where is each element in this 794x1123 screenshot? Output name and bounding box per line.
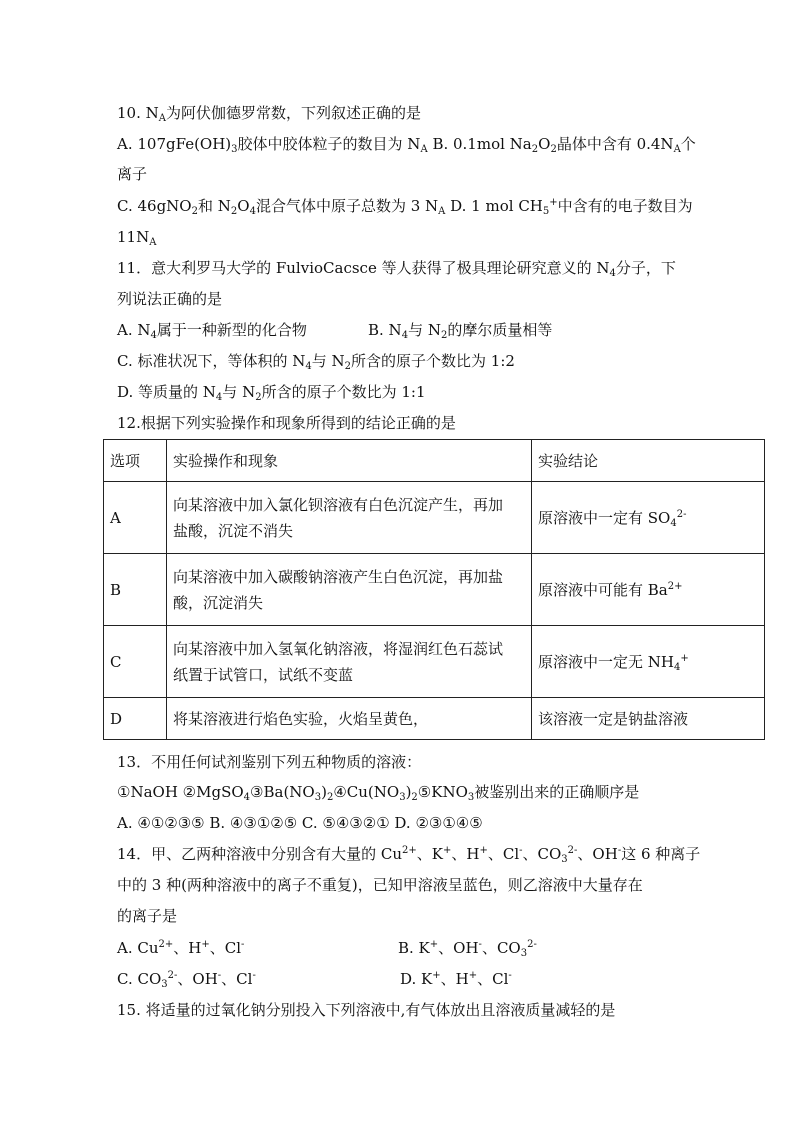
q14-stem-line1: 14．甲、乙两种溶液中分别含有大量的 $Cu^{2+}$、K+、H+、Cl-、$CO_3^{2-}$、OH-这 6 种离子 xyxy=(117,845,701,865)
row-option: C xyxy=(104,626,167,698)
q13-options: A. ④①②③⑤ B. ④③①②⑤ C. ⑤④③②① D. ②③①④⑤ xyxy=(117,814,483,832)
q14-option-d: D. K+、H+、Cl- xyxy=(400,970,512,988)
row-operation: 将某溶液进行焰色实验，火焰呈黄色， xyxy=(167,698,532,740)
q14-option-a: A. $Cu^{2+}$、H+、Cl- xyxy=(117,939,245,957)
row-option: B xyxy=(104,554,167,626)
q10-stem: 10. $N_A$为阿伏伽德罗常数，下列叙述正确的是 xyxy=(117,104,421,124)
row-operation: 向某溶液中加入碳酸钠溶液产生白色沉淀，再加盐 酸，沉淀消失 xyxy=(167,554,532,626)
table-row xyxy=(104,698,765,740)
q11-stem-line2: 列说法正确的是 xyxy=(117,290,223,308)
q11-option-c: C. 标准状况下，等体积的 $N_4$与 $N_2$所含的原子个数比为 1:2 xyxy=(117,352,515,372)
table-header-row xyxy=(104,440,765,482)
q14-stem-line3: 的离子是 xyxy=(117,907,178,925)
header-conclusion: 实验结论 xyxy=(532,440,765,482)
q11-option-d: D. 等质量的 $N_4$与 $N_2$所含的原子个数比为 1:1 xyxy=(117,383,426,403)
q11-option-b: B. $N_4$与 $N_2$的摩尔质量相等 xyxy=(368,321,553,341)
q11-stem-line1: 11．意大利罗马大学的 FulvioCacsce 等人获得了极具理论研究意义的 $N_4$分子，下 xyxy=(117,259,676,279)
header-operation: 实验操作和现象 xyxy=(167,440,532,482)
q10-options-ab: A. $107gFe(OH)_3$胶体中胶体粒子的数目为 $N_A$ B. 0.1mol $Na_2O_2$晶体中含有 $0.4N_A$个 xyxy=(117,135,696,155)
q12-stem: 12.根据下列实验操作和现象所得到的结论正确的是 xyxy=(117,414,456,432)
q13-substances: ①NaOH $②MgSO_4③Ba(NO_3)_2④Cu(NO_3)_2⑤KNO_3$被鉴别出来的正确顺序是 xyxy=(117,783,640,803)
row-operation: 向某溶液中加入氢氧化钠溶液，将湿润红色石蕊试 纸置于试管口，试纸不变蓝 xyxy=(167,626,532,698)
q15-stem: 15. 将适量的过氧化钠分别投入下列溶液中,有气体放出且溶液质量减轻的是 xyxy=(117,1001,616,1019)
table-row xyxy=(104,554,765,626)
row-conclusion: 原溶液中可能有 $Ba^{2+}$ xyxy=(532,554,765,626)
q14-option-c: C. $CO_3^{2-}$、OH-、Cl- xyxy=(117,970,256,990)
q14-stem-line2: 中的 3 种(两种溶液中的离子不重复)，已知甲溶液呈蓝色，则乙溶液中大量存在 xyxy=(117,876,643,894)
q11-option-a: A. $N_4$属于一种新型的化合物 xyxy=(117,321,307,341)
table-row xyxy=(104,482,765,554)
header-option: 选项 xyxy=(104,440,167,482)
q12-experiment-table xyxy=(103,439,765,740)
row-option: A xyxy=(104,482,167,554)
q14-option-b: B. K+、OH-、$CO_3^{2-}$ xyxy=(398,939,537,959)
row-conclusion: 原溶液中一定无 $NH_4^+$ xyxy=(532,626,765,698)
q10-options-cd: C. 46gNO$_2$和 $N_2O_4$混合气体中原子总数为 3 $N_A$ D. 1 mol $CH_5^+$中含有的电子数目为 xyxy=(117,197,693,217)
row-conclusion: 该溶液一定是钠盐溶液 xyxy=(532,698,765,740)
row-operation: 向某溶液中加入氯化钡溶液有白色沉淀产生，再加 盐酸，沉淀不消失 xyxy=(167,482,532,554)
q13-stem: 13．不用任何试剂鉴别下列五种物质的溶液： xyxy=(117,753,422,771)
row-conclusion: 原溶液中一定有 $SO_4^{2-}$ xyxy=(532,482,765,554)
q10-option-d-cont: $11N_A$ xyxy=(117,228,157,248)
q10-option-b-cont: 离子 xyxy=(117,165,148,183)
row-option: D xyxy=(104,698,167,740)
table-row xyxy=(104,626,765,698)
